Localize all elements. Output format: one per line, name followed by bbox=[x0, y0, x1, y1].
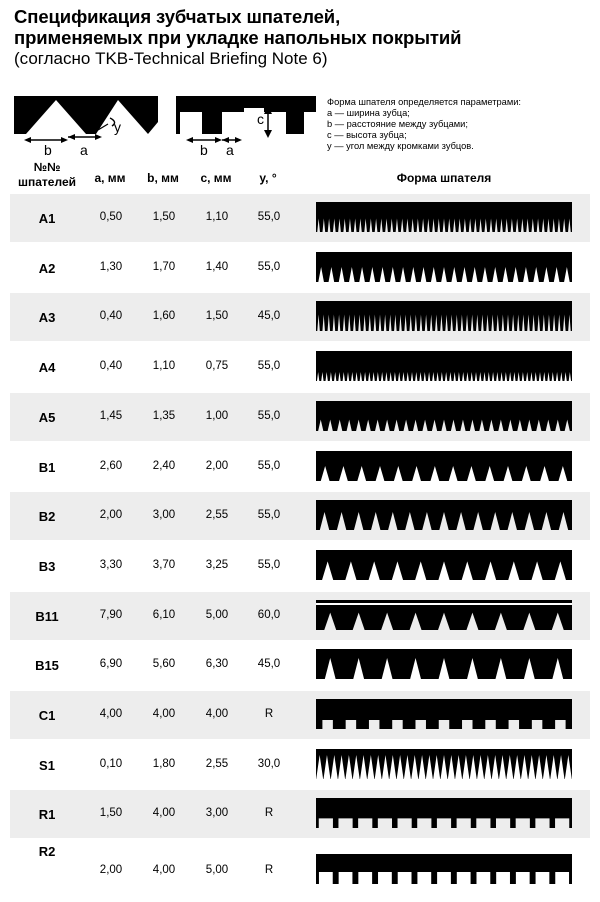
value-a: 6,90 bbox=[99, 658, 123, 670]
header-id-line2: шпателей bbox=[18, 175, 76, 189]
value-b: 6,10 bbox=[152, 609, 176, 621]
spatula-id: B3 bbox=[38, 559, 56, 574]
value-a: 2,00 bbox=[99, 509, 123, 521]
legend-line: b — расстояние между зубцами; bbox=[327, 119, 468, 129]
value-c: 1,10 bbox=[205, 211, 229, 223]
legend-line: a — ширина зубца; bbox=[327, 108, 410, 118]
value-b: 4,00 bbox=[152, 708, 176, 720]
value-b: 1,60 bbox=[152, 310, 176, 322]
value-a: 2,60 bbox=[99, 460, 123, 472]
table-row bbox=[10, 293, 590, 341]
value-y: R bbox=[264, 807, 274, 819]
table-row bbox=[10, 443, 590, 491]
value-a: 0,40 bbox=[99, 310, 123, 322]
notch-profile-r1 bbox=[316, 798, 572, 830]
notch-profile-b15 bbox=[316, 649, 572, 681]
label-c: c bbox=[257, 111, 264, 127]
legend-line: Форма шпателя определяется параметрами: bbox=[327, 97, 522, 107]
value-b: 4,00 bbox=[152, 807, 176, 819]
notch-profile-c1 bbox=[316, 699, 572, 731]
table-row bbox=[10, 542, 590, 590]
notch-profile-path bbox=[316, 749, 572, 779]
value-b: 4,00 bbox=[152, 864, 176, 876]
notch-profile-path bbox=[316, 202, 572, 232]
value-b: 3,70 bbox=[152, 559, 176, 571]
notch-profile-path bbox=[316, 301, 572, 331]
notch-profile-b11 bbox=[316, 600, 572, 632]
spatula-id: A1 bbox=[38, 211, 56, 226]
value-c: 2,55 bbox=[205, 758, 229, 770]
spatula-id: B11 bbox=[35, 609, 59, 624]
spatula-id: C1 bbox=[38, 708, 56, 723]
value-c: 1,40 bbox=[205, 261, 229, 273]
value-b: 1,80 bbox=[152, 758, 176, 770]
header-id-line1: №№ bbox=[33, 160, 61, 174]
notch-profile-path bbox=[316, 550, 572, 580]
notch-profile-b3 bbox=[316, 550, 572, 582]
value-b: 5,60 bbox=[152, 658, 176, 670]
spatula-id: A3 bbox=[38, 310, 56, 325]
value-c: 5,00 bbox=[205, 864, 229, 876]
value-y: 55,0 bbox=[257, 410, 281, 422]
notch-profile-s1 bbox=[316, 749, 572, 781]
value-a: 1,30 bbox=[99, 261, 123, 273]
value-c: 0,75 bbox=[205, 360, 229, 372]
value-a: 0,10 bbox=[99, 758, 123, 770]
label-y: y bbox=[114, 119, 121, 135]
label-b-2: b bbox=[200, 142, 208, 158]
value-c: 4,00 bbox=[205, 708, 229, 720]
value-y: 55,0 bbox=[257, 460, 281, 472]
value-y: 45,0 bbox=[257, 658, 281, 670]
value-a: 4,00 bbox=[99, 708, 123, 720]
header-shape: Форма шпателя bbox=[396, 171, 492, 185]
notch-profile-path bbox=[316, 854, 572, 884]
value-b: 1,10 bbox=[152, 360, 176, 372]
value-y: 60,0 bbox=[257, 609, 281, 621]
notch-profile-r2 bbox=[316, 854, 572, 886]
title-line-1: Спецификация зубчатых шпателей, bbox=[14, 6, 341, 27]
table-row bbox=[10, 244, 590, 292]
notch-profile-path bbox=[316, 401, 572, 431]
value-y: 55,0 bbox=[257, 559, 281, 571]
header-c: c, мм bbox=[200, 171, 232, 185]
notch-profile-stripe bbox=[316, 603, 572, 605]
value-a: 3,30 bbox=[99, 559, 123, 571]
label-a-1: a bbox=[80, 142, 88, 158]
table-row bbox=[10, 492, 590, 540]
value-a: 1,45 bbox=[99, 410, 123, 422]
document-title bbox=[14, 6, 594, 69]
notch-profile-path bbox=[316, 649, 572, 679]
value-y: 55,0 bbox=[257, 211, 281, 223]
value-a: 1,50 bbox=[99, 807, 123, 819]
notch-profile-path bbox=[316, 351, 572, 381]
notch-profile-a1 bbox=[316, 202, 572, 234]
table-row bbox=[10, 194, 590, 242]
value-y: 55,0 bbox=[257, 360, 281, 372]
value-y: 30,0 bbox=[257, 758, 281, 770]
table-row bbox=[10, 393, 590, 441]
value-y: 55,0 bbox=[257, 509, 281, 521]
value-c: 2,55 bbox=[205, 509, 229, 521]
spatula-id: S1 bbox=[39, 758, 55, 773]
spatula-id: R1 bbox=[38, 807, 56, 822]
notch-profile-path bbox=[316, 252, 572, 282]
table-row bbox=[10, 790, 590, 838]
spatula-id: B15 bbox=[35, 658, 59, 673]
value-y: 55,0 bbox=[257, 261, 281, 273]
value-a: 7,90 bbox=[99, 609, 123, 621]
value-c: 2,00 bbox=[205, 460, 229, 472]
value-y: 45,0 bbox=[257, 310, 281, 322]
header-b: b, мм bbox=[147, 171, 179, 185]
spatula-id: A2 bbox=[38, 261, 56, 276]
notch-profile-path bbox=[316, 699, 572, 729]
notch-profile-b1 bbox=[316, 451, 572, 483]
notch-profile-a2 bbox=[316, 252, 572, 284]
header-id bbox=[8, 160, 86, 190]
header-y: y, ° bbox=[259, 171, 277, 185]
notch-profile-path bbox=[316, 451, 572, 481]
spatula-id: A5 bbox=[38, 410, 56, 425]
table-row bbox=[10, 641, 590, 689]
value-c: 6,30 bbox=[205, 658, 229, 670]
notch-parameter-diagram bbox=[0, 92, 330, 158]
value-a: 0,50 bbox=[99, 211, 123, 223]
notch-profile-path bbox=[316, 798, 572, 828]
value-b: 1,50 bbox=[152, 211, 176, 223]
value-c: 1,50 bbox=[205, 310, 229, 322]
value-b: 1,35 bbox=[152, 410, 176, 422]
value-c: 3,00 bbox=[205, 807, 229, 819]
v-notch-profile bbox=[14, 96, 158, 134]
legend-description bbox=[327, 97, 521, 152]
notch-profile-a3 bbox=[316, 301, 572, 333]
legend-line: c — высота зубца; bbox=[327, 130, 407, 140]
spatula-id: R2 bbox=[38, 844, 56, 859]
title-line-2: применяемых при укладке напольных покрытий bbox=[14, 27, 462, 48]
table-row bbox=[10, 343, 590, 391]
spatula-id: B1 bbox=[38, 460, 56, 475]
header-a: a, мм bbox=[94, 171, 126, 185]
table-row bbox=[10, 691, 590, 739]
table-row bbox=[10, 592, 590, 640]
value-c: 5,00 bbox=[205, 609, 229, 621]
notch-profile-a5 bbox=[316, 401, 572, 433]
spatula-id: A4 bbox=[38, 360, 56, 375]
notch-profile-b2 bbox=[316, 500, 572, 532]
spatula-id: B2 bbox=[38, 509, 56, 524]
notch-profile-a4 bbox=[316, 351, 572, 383]
title-line-3: (согласно TKB-Technical Briefing Note 6) bbox=[14, 49, 328, 68]
legend-line: y — угол между кромками зубцов. bbox=[327, 141, 474, 151]
notch-profile-path bbox=[316, 500, 572, 530]
table-row bbox=[10, 741, 590, 789]
value-b: 2,40 bbox=[152, 460, 176, 472]
value-b: 1,70 bbox=[152, 261, 176, 273]
value-a: 0,40 bbox=[99, 360, 123, 372]
label-a-2: a bbox=[226, 142, 234, 158]
value-c: 3,25 bbox=[205, 559, 229, 571]
value-y: R bbox=[264, 708, 274, 720]
value-c: 1,00 bbox=[205, 410, 229, 422]
label-b-1: b bbox=[44, 142, 52, 158]
value-a: 2,00 bbox=[99, 864, 123, 876]
value-b: 3,00 bbox=[152, 509, 176, 521]
value-y: R bbox=[264, 864, 274, 876]
table-row bbox=[10, 840, 590, 888]
